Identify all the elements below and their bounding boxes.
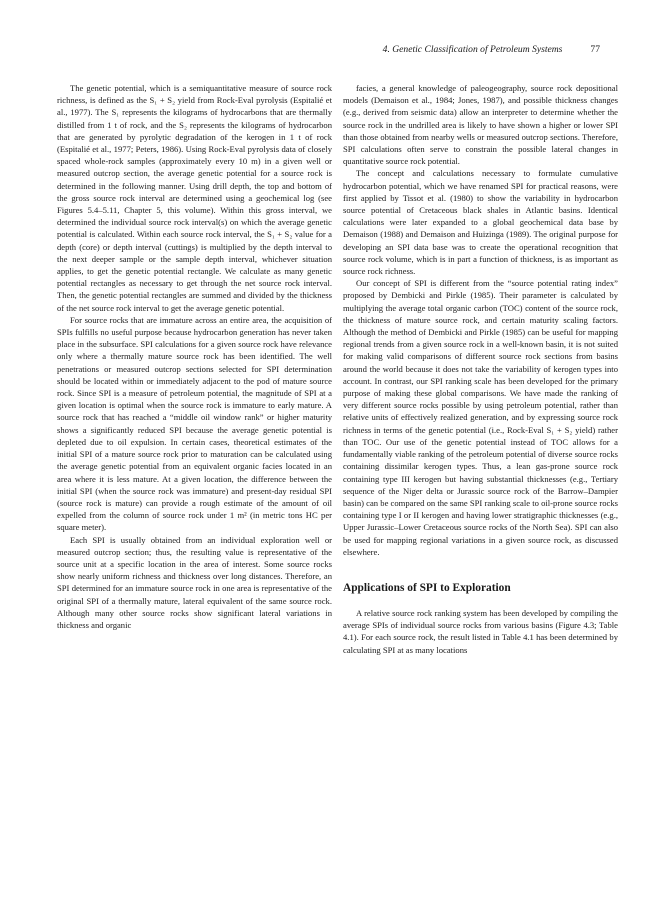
running-title: 4. Genetic Classification of Petroleum Systems bbox=[382, 44, 563, 55]
running-header bbox=[0, 44, 600, 60]
paragraph: For source rocks that are immature across an entire area, the acquisition of SPIs fulfills no useful purpose because hydrocarbon generation has never taken place in the subsurface. SPI calculations for a given source rock have relevance only where a thermally mature source rock has been identified. The well penetrations or measured outcrop sections selected for SPI determination should be located within or immediately adjacent to the pod of mature source rock. Since SPI is a measure of petroleum potential, the magnitude of SPI at a given location is optimal when the source rock is immature to early mature. A source rock that has reached a “middle oil window rank” or higher maturity shows a significantly reduced SPI because the average genetic potential is depleted due to oil expulsion. In certain cases, theoretical estimates of the initial SPI of a mature source rock prior to maturation can be calculated using the average genetic potential from an equivalent organic facies located in an area where it is less mature. At a given location, the difference between the initial SPI (when the source rock was immature) and present-day residual SPI (source rock is mature) can provide a rough estimate of the amount of oil expelled from the column of source rock under 1 m² (in metric tons HC per square meter). bbox=[57, 314, 332, 533]
paragraph: The concept and calculations necessary to formulate cumulative hydrocarbon potential, which we have renamed SPI for practical reasons, were first applied by Tissot et al. (1980) to show the variability in hydrocarbon source potential of Cretaceous black shales in Atlantic basins. Identical calculations were later expanded to a global geochemical data base by Demaison (1988) and Demaison and Huizinga (1989). The original purpose for developing an SPI data base was to create the operational recognition that source rock volume, which is in part a function of thickness, is as important as source rock richness. bbox=[343, 168, 618, 277]
paragraph: The genetic potential, which is a semiquantitative measure of source rock richness, is defined as the S₁ + S₂ yield from Rock-Eval pyrolysis (Espitalié et al., 1977). The S₁ represents the kilograms of hydrocarbons that are thermally distilled from 1 t of rock, and the S₂ represents the kilograms of hydrocarbon that are generated by pyrolytic degradation of the kerogen in 1 t of rock (Espitalié et al., 1977; Peters, 1986). Using Rock-Eval pyrolysis data of closely spaced whole-rock samples (approximately every 10 m) in a given well or measured outcrop section, the average genetic potential for a source rock is determined in the following manner. Using drill depth, the top and bottom of the gross source rock interval are determined using a geochemical log (see Figures 5.4–5.11, Chapter 5, this volume). Within this gross interval, we determined the individual source rock interval(s) on which the average genetic potential is calculated. Within each source rock interval, the S₁ + S₂ value for a depth (core) or depth interval (cuttings) is multiplied by the depth interval to the next deeper sample or the sample depth interval, whichever situation applies, to get the genetic potential rectangle. We calculate as many genetic potential rectangles as necessary to get through the net source rock interval. Then, the genetic potential rectangles are summed and divided by the thickness of the net source rock interval to get the average genetic potential. bbox=[57, 83, 332, 313]
paragraph: A relative source rock ranking system has been developed by compiling the average SPIs of individual source rocks from various basins (Figure 4.3; Table 4.1). For each source rock, the result listed in Table 4.1 has been determined by calculating SPI at as many locations bbox=[343, 607, 618, 655]
page-number: 77 bbox=[590, 44, 600, 55]
left-column bbox=[57, 82, 332, 631]
paragraph: Our concept of SPI is different from the “source potential rating index” proposed by Dembicki and Pirkle (1985). Their parameter is calculated by multiplying the average total organic carbon (TOC) content of the source rock, the thickness of mature source rock, and certain maturity scaling factors. Although the method of Dembicki and Pirkle (1985) can be useful for mapping regional trends from a given source rock in a well-known basin, it is not suited for making valid comparisons of different source rock sections from basins around the world because it does not take the variability of kerogen types into account. In contrast, our SPI ranking scale has been developed for the primary purpose of making these global comparisons. We have made the ranking of very different source rocks possible by using petroleum potential, rather than relative units of effectively realized generation, and by expressing source rock richness in terms of the genetic potential (i.e., Rock-Eval S₁ + S₂ yield) rather than TOC. Our use of the genetic potential instead of TOC allows for a fundamentally viable ranking of the petroleum potential of diverse source rocks containing dissimilar kerogen types. Thus, a lean gas-prone source rock containing type III kerogen but having substantial thicknesses (e.g., Tertiary sequence of the Niger delta or Jurassic source rock of the Barrow–Dampier basin) can be compared on the same SPI ranking scale to oil-prone source rocks containing type I or II kerogen and having lower stratigraphic thicknesses (e.g., Upper Jurassic–Lower Cretaceous source rocks of the North Sea). SPI can also be used for mapping regional variations in a given source rock, as discussed elsewhere. bbox=[343, 278, 618, 557]
paragraph: facies, a general knowledge of paleogeography, source rock depositional models (Demaison et al., 1984; Jones, 1987), and possible thickness changes (e.g., derived from seismic data) allow an interpreter to determine whether the source rock in the undrilled area is likely to have shown a higher or lower SPI than those obtained from nearby wells or measured outcrop sections. Therefore, SPI calculations often serve to constrain the possible lateral changes in quantitative source rock potential. bbox=[343, 83, 618, 167]
section-heading: Applications of SPI to Exploration bbox=[343, 581, 511, 594]
right-column bbox=[343, 82, 618, 656]
paragraph: Each SPI is usually obtained from an individual exploration well or measured outcrop section; thus, the resulting value is representative of the source unit at a specific location in the area of interest. Some source rocks show nearly uniform richness and thickness over long distances. Therefore, an SPI determined for an immature source rock in one area is representative of the original SPI of a thermally mature, lateral equivalent of the same source rock. Although many other source rocks show significant lateral variations in thickness and organic bbox=[57, 534, 332, 630]
